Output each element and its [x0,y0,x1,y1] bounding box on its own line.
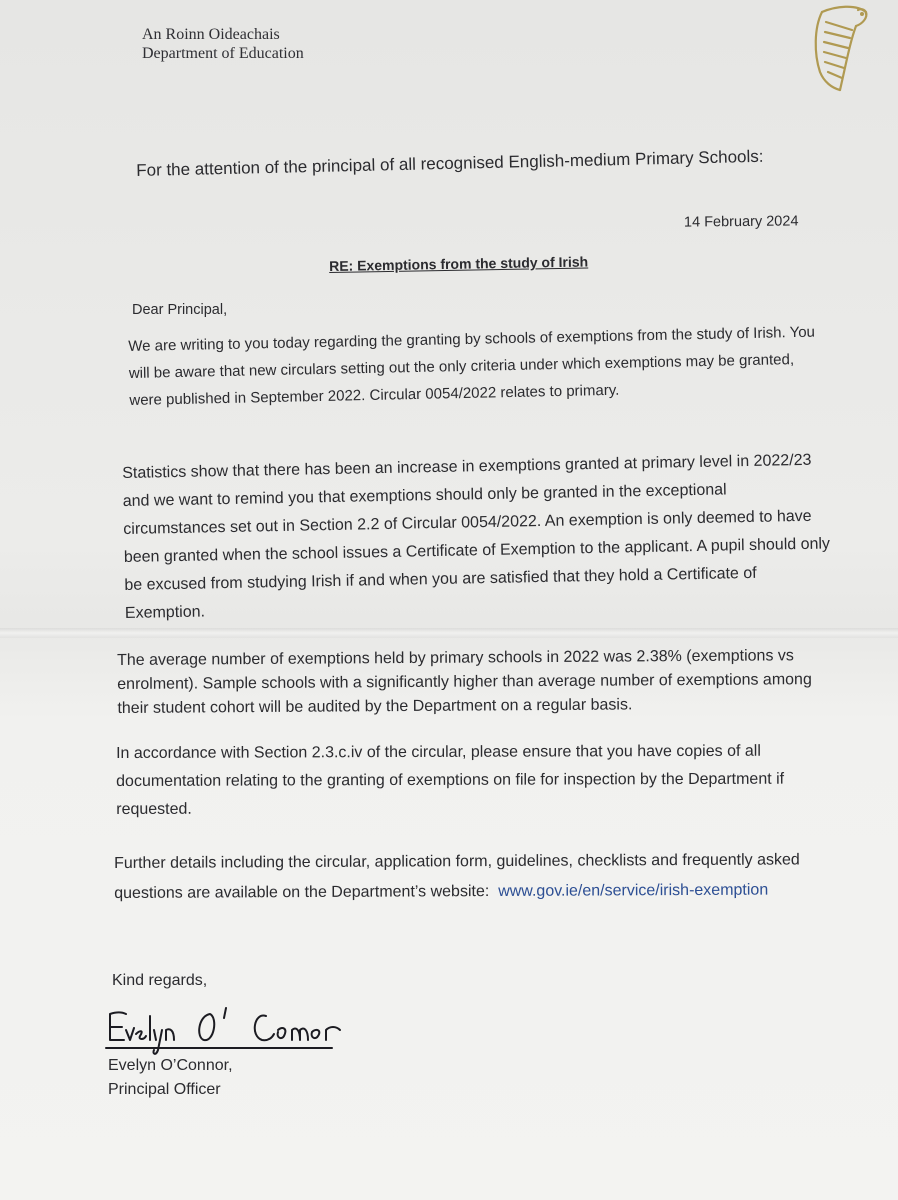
paragraph-3: The average number of exemptions held by primary schools in 2022 was 2.38% (exemptions vs enrolment). Sample schools with a significantly higher than average number of exemptions among their student cohort will be audited by the Department on a regular basis. [117,647,812,717]
handwritten-signature [100,1000,370,1060]
subject-line: RE: Exemptions from the study of Irish [329,253,589,274]
department-name-irish: An Roinn Oideachais [142,26,280,43]
paragraph-5 [114,845,849,909]
paragraph-4: In accordance with Section 2.3.c.iv of the circular, please ensure that you have copies of all documentation relating to the granting of exemptions on file for inspection by the Department if requested. [116,742,785,818]
letter-date: 14 February 2024 [683,213,799,231]
closing: Kind regards, [112,972,208,989]
exemption-website-link[interactable]: www.gov.ie/en/service/irish-exemption [498,881,769,900]
letterhead [142,25,304,63]
attention-line: For the attention of the principal of all recognised English-medium Primary Schools: [136,146,764,180]
signatory-name: Evelyn O’Connor, [108,1057,233,1074]
department-name-english: Department of Education [142,45,304,62]
paragraph-5-text: Further details including the circular, application form, guidelines, checklists and frequently asked questions are available on the Department’s website: [114,851,800,902]
paragraph-2: Statistics show that there has been an increase in exemptions granted at primary level in 2022/23 and we want to remind you that exemptions should only be granted in the exceptional circumstances set out in Section 2.2 of Circular 0054/2022. An exemption is only deemed to have been granted when the school issues a Certificate of Exemption to the applicant. A pupil should only be excused from studying Irish if and when you are satisfied that they hold a Certificate of Exemption. [122,451,831,622]
paper-fold [0,628,898,638]
signatory-title: Principal Officer [108,1081,221,1098]
salutation: Dear Principal, [132,302,228,318]
harp-emblem [806,2,872,94]
paragraph-1: We are writing to you today regarding the granting by schools of exemptions from the study of Irish. You will be aware that new circulars setting out the only criteria under which exemptions may be granted, were published in September 2022. Circular 0054/2022 relates to primary. [128,323,816,409]
signatory-block [108,1054,233,1102]
